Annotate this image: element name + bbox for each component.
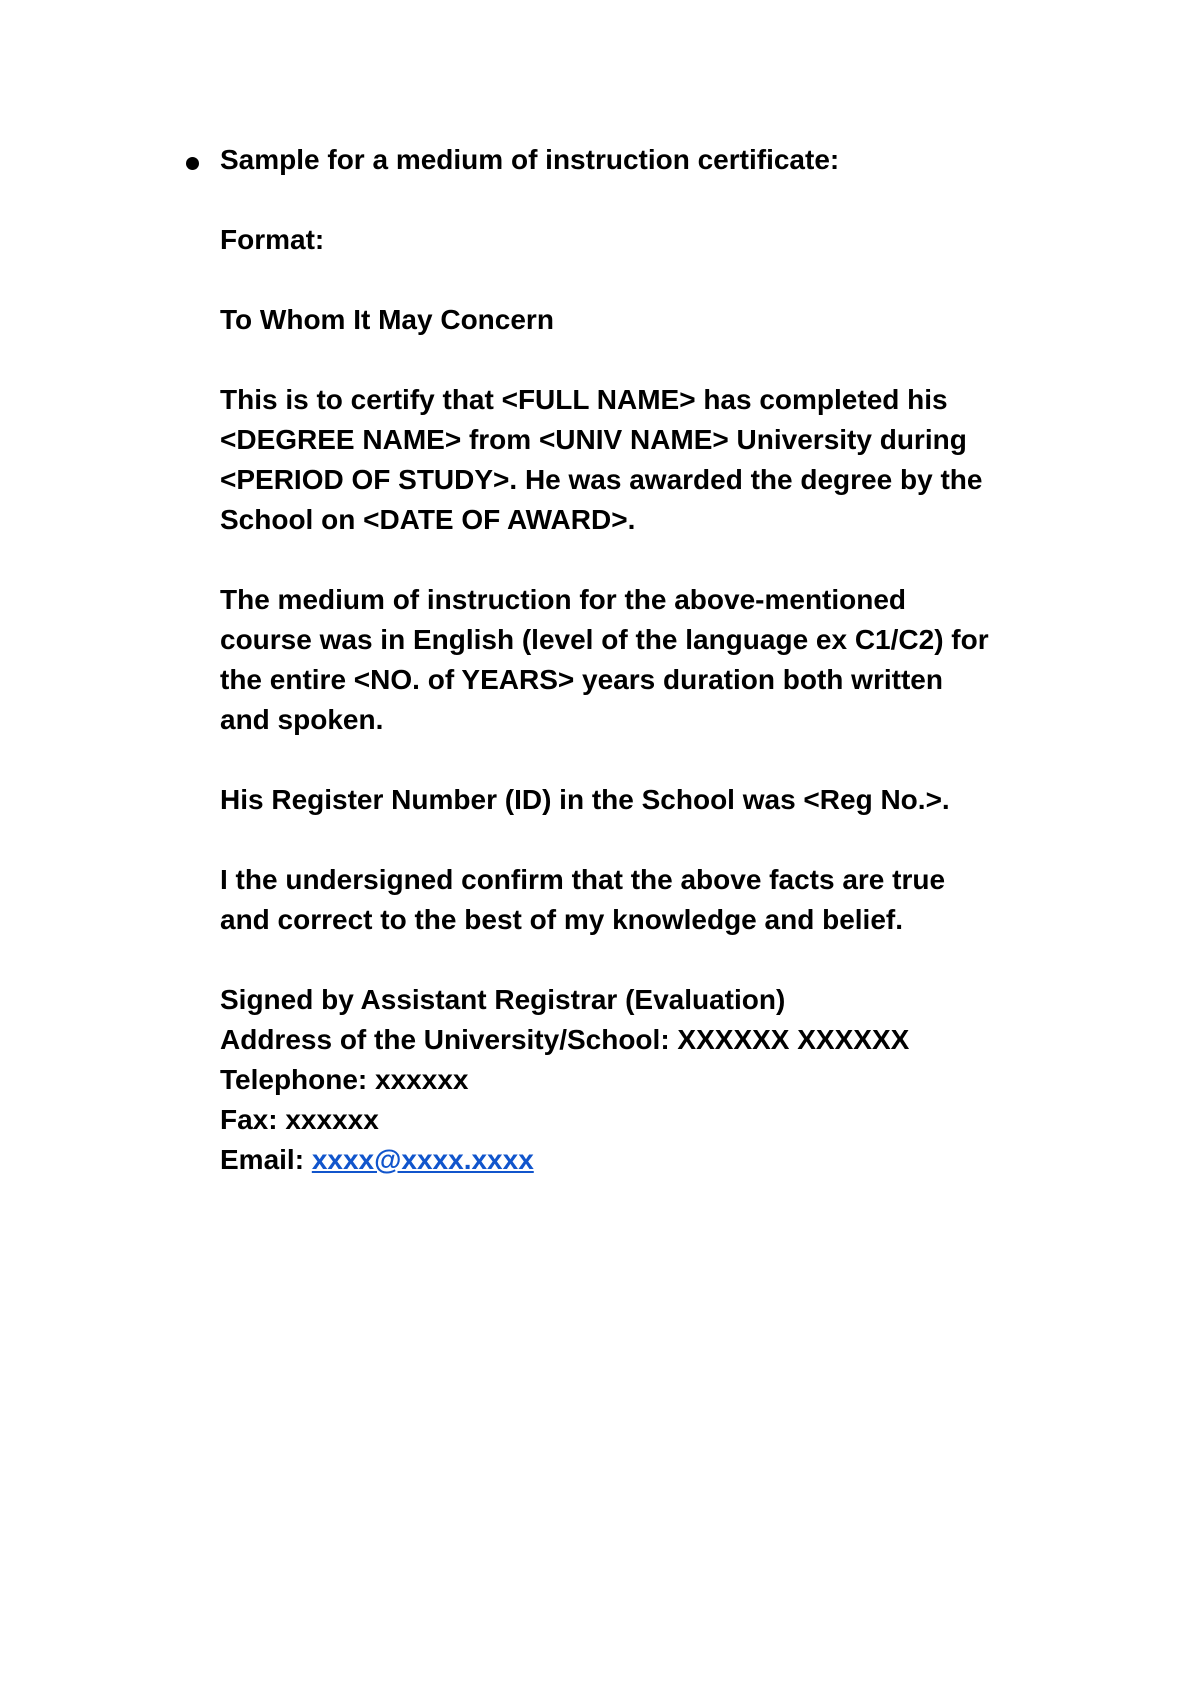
paragraph-line: <PERIOD OF STUDY>. He was awarded the degree by the — [220, 464, 983, 495]
salutation-text: To Whom It May Concern — [220, 304, 554, 335]
paragraph-line: course was in English (level of the language ex C1/C2) for — [220, 624, 989, 655]
certification-paragraph — [220, 380, 1100, 540]
paragraph-line: <DEGREE NAME> from <UNIV NAME> University during — [220, 424, 967, 455]
fax-line: Fax: xxxxxx — [220, 1104, 379, 1135]
paragraph-line: The medium of instruction for the above-mentioned — [220, 584, 907, 615]
heading-text: Sample for a medium of instruction certificate: — [220, 144, 840, 175]
telephone-line: Telephone: xxxxxx — [220, 1064, 469, 1095]
paragraph-line: the entire <NO. of YEARS> years duration both written — [220, 664, 943, 695]
paragraph-line: and spoken. — [220, 704, 384, 735]
signed-by-line: Signed by Assistant Registrar (Evaluation) — [220, 984, 786, 1015]
signature-block — [220, 980, 1100, 1180]
paragraph-line: This is to certify that <FULL NAME> has completed his — [220, 384, 948, 415]
paragraph-line: School on <DATE OF AWARD>. — [220, 504, 636, 535]
address-line: Address of the University/School: XXXXXX XXXXXX — [220, 1024, 910, 1055]
paragraph-line: and correct to the best of my knowledge and belief. — [220, 904, 904, 935]
format-label-text: Format: — [220, 224, 325, 255]
paragraph-line: I the undersigned confirm that the above facts are true — [220, 864, 946, 895]
confirmation-paragraph — [220, 860, 1100, 940]
paragraph-line: His Register Number (ID) in the School was <Reg No.>. — [220, 784, 950, 815]
document-body — [220, 140, 1100, 1180]
salutation — [220, 300, 1100, 340]
medium-of-instruction-paragraph — [220, 580, 1100, 740]
register-number-paragraph — [220, 780, 1100, 820]
email-link[interactable]: xxxx@xxxx.xxxx — [311, 1144, 534, 1175]
bullet-dot-icon — [186, 157, 199, 170]
bullet-item-heading — [220, 140, 1100, 180]
format-label — [220, 220, 1100, 260]
email-label: Email: — [220, 1144, 312, 1175]
email-line — [220, 1140, 1100, 1180]
